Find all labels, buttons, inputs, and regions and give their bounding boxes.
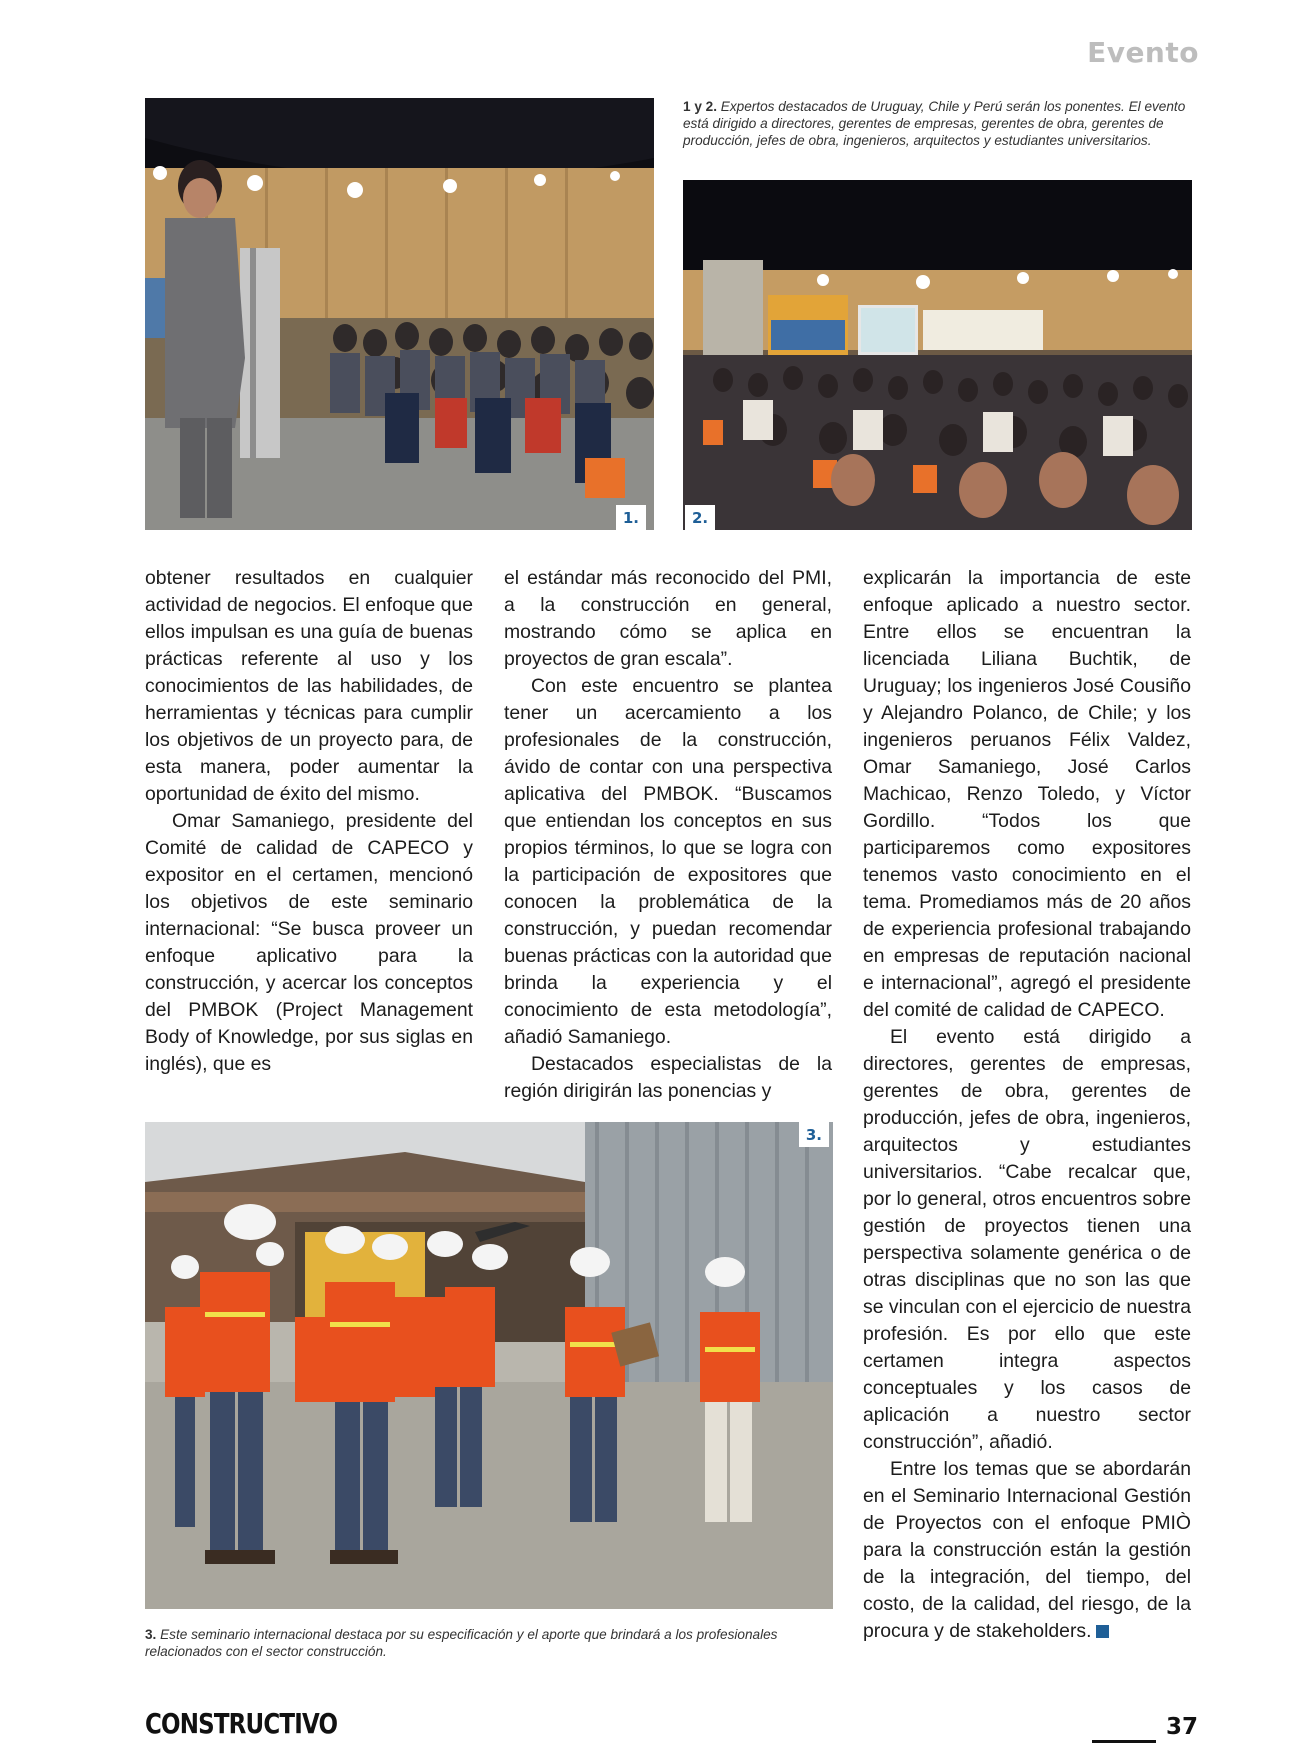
col1-paragraph-1: obtener resultados en cualquier actividad de negocios. El enfoque que ellos impulsan es una guía de buenas prácticas referente al uso y los conocimientos de las habilidades, de herramientas y técnicas para cumplir los objetivos de un proyecto para, de esta manera, poder aumentar la oportunidad de éxito del mismo. (145, 567, 473, 805)
page-number-rule (1092, 1740, 1156, 1743)
col3-paragraph-3 (863, 1456, 1191, 1645)
col2-paragraph-3: Destacados especialistas de la región dirigirán las ponencias y (504, 1053, 832, 1102)
magazine-masthead: CONSTRUCTIVO (145, 1707, 338, 1740)
col3-paragraph-3-text: Entre los temas que se abordarán en el Seminario Internacional Gestión de Proyectos con el enfoque PMIÒ para la construcción están la gestión de la integración, del tiempo, del costo, de la calidad, del riesgo, de la procura y de stakeholders. (863, 1458, 1191, 1642)
photo-3-badge: 3. (799, 1122, 829, 1147)
text-column-3 (863, 565, 1191, 1645)
article-end-mark (1096, 1625, 1109, 1638)
col1-paragraph-2: Omar Samaniego, presidente del Comité de calidad de CAPECO y expositor en el certamen, mencionó los objetivos de este seminario internacional: “Se busca proveer un enfoque aplicativo para la construcción, y acercar los conceptos del PMBOK (Project Management Body of Knowledge, por sus siglas en inglés), que es (145, 810, 473, 1075)
photo-speaker-podium (145, 98, 654, 530)
photo-2-badge: 2. (685, 505, 715, 530)
page-number: 37 (1166, 1714, 1199, 1740)
photo-site-workers (145, 1122, 833, 1609)
photo-auditorium-audience (683, 180, 1192, 530)
caption-1-2-number: 1 y 2. (683, 99, 718, 114)
col3-paragraph-2: El evento está dirigido a directores, gerentes de empresas, gerentes de obra, gerentes de producción, jefes de obra, ingenieros, arquitectos y estudiantes universitarios. “Cabe recalcar que, por lo general, otros encuentros sobre gestión de proyectos tienen una perspectiva solamente genérica o de otras disciplinas que no son las que se vinculan con el ejercicio de nuestra profesión. Es por ello que este certamen integra aspectos conceptuales y los casos de aplicación a nuestro sector construcción”, añadió. (863, 1026, 1191, 1453)
caption-photo-3 (145, 1626, 833, 1660)
col2-paragraph-1: el estándar más reconocido del PMI, a la construcción en general, mostrando cómo se aplica en proyectos de gran escala”. (504, 567, 832, 670)
col2-paragraph-2: Con este encuentro se plantea tener un acercamiento a los profesionales de la construcción, ávido de contar con una perspectiva aplicativa del PMBOK. “Buscamos que entiendan los conceptos en sus propios términos, lo que se logra con la participación de expositores que conocen la problemática de la construcción, y puedan recomendar buenas prácticas con la autoridad que brinda la experiencia y el conocimiento de esta metodología”, añadió Samaniego. (504, 675, 832, 1048)
caption-photos-1-2 (683, 98, 1190, 149)
caption-3-text: Este seminario internacional destaca por su especificación y el aporte que brindará a los profesionales relacionados con el sector construcción. (145, 1627, 778, 1659)
section-label: Evento (1087, 36, 1199, 69)
photo-1-badge: 1. (616, 505, 646, 530)
col3-paragraph-1: explicarán la importancia de este enfoque aplicado a nuestro sector. Entre ellos se encuentran la licenciada Liliana Buchtik, de Uruguay; los ingenieros José Cousiño y Alejandro Polanco, de Chile; y los ingenieros peruanos Félix Valdez, Omar Samaniego, José Carlos Machicao, Renzo Toledo, y Víctor Gordillo. “Todos los que participaremos como expositores tenemos vasto conocimiento en el tema. Promediamos más de 20 años de experiencia profesional trabajando en empresas de reputación nacional e internacional”, agregó el presidente del comité de calidad de CAPECO. (863, 567, 1191, 1021)
text-column-2 (504, 565, 832, 1105)
text-column-1 (145, 565, 473, 1078)
caption-3-number: 3. (145, 1627, 157, 1642)
caption-1-2-text: Expertos destacados de Uruguay, Chile y Perú serán los ponentes. El evento está dirigido a directores, gerentes de empresas, gerentes de obra, gerentes de producción, jefes de obra, ingenieros, arquitectos y estudiantes universitarios. (683, 99, 1186, 148)
